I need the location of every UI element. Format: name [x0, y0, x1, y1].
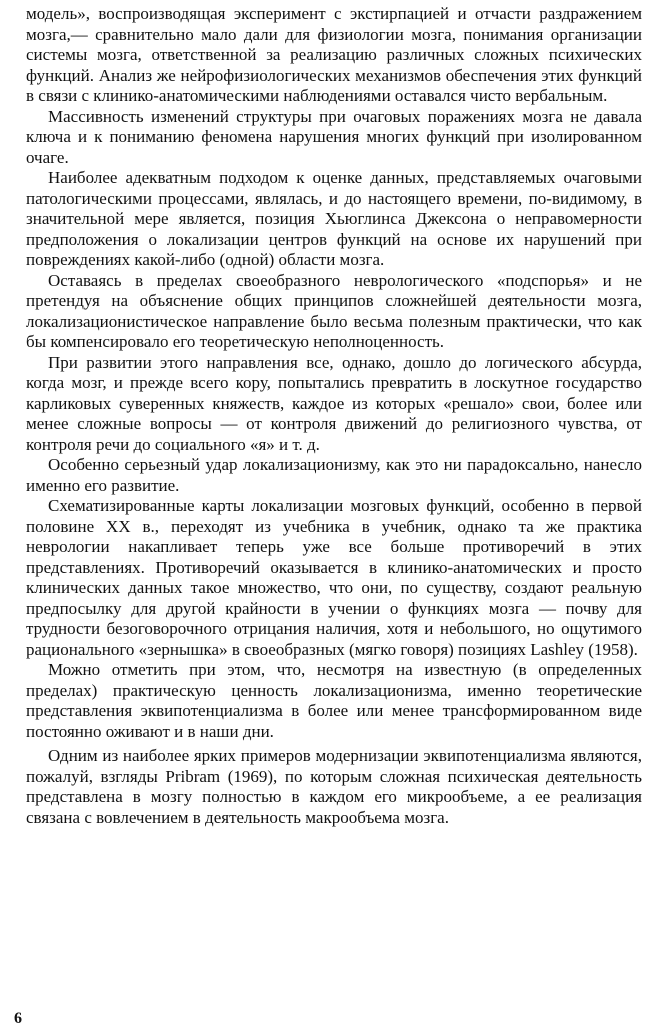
paragraph-8: Можно отметить при этом, что, несмотря на известную (в определенных пределах) практическую ценность локализационизма, именно теоретические представления эквипотенциализма в более или менее трансформированном виде постоянно оживают и в наши дни. [26, 660, 642, 741]
page-body [26, 4, 642, 828]
paragraph-3: Наиболее адекватным подходом к оценке данных, представляемых очаговыми патологическими процессами, являлась, и до настоящего времени, по-видимому, в значительной мере является, позиция Хьюглинса Джексона о неправомерности предположения о локализации центров функций на основе их нарушений при повреждениях какой-либо (одной) области мозга. [26, 168, 642, 269]
paragraph-4: Оставаясь в пределах своеобразного неврологического «подспорья» и не претендуя на объяснение общих принципов сложнейшей деятельности мозга, локализационистическое направление было весьма полезным практически, что как бы компенсировало его теоретическую неполноценность. [26, 270, 642, 351]
paragraph-7: Схематизированные карты локализации мозговых функций, особенно в первой половине XX в., переходят из учебника в учебник, однако та же практика неврологии накапливает теперь уже все больше противоречий в этих представлениях. Противоречий оказывается в клинико-анатомических и просто клинических данных такое множество, что они, по существу, создают реальную предпосылку для другой крайности в учении о функциях мозга — почву для трудности безоговорочного отрицания наличия, хотя и небольшого, но ощутимого рационального «зернышка» в своеобразных (мягко говоря) позициях Lashley (1958). [26, 496, 642, 659]
page-number: 6 [14, 1010, 22, 1027]
paragraph-5: При развитии этого направления все, однако, дошло до логического абсурда, когда мозг, и прежде всего кору, попытались превратить в лоскутное государство карликовых суверенных княжеств, каждое из которых «решало» свои, более или менее сложные вопросы — от контроля движений до религиозного чувства, от контроля речи до социального «я» и т. д. [26, 352, 642, 454]
paragraph-9: Одним из наиболее ярких примеров модернизации эквипотенциализма являются, пожалуй, взгляды Pribram (1969), по которым сложная психическая деятельность представлена в мозгу полностью в каждом его микрообъеме, а ее реализация связана с вовлечением в деятельность макрообъема мозга. [26, 746, 642, 827]
paragraph-6: Особенно серьезный удар локализационизму, как это ни парадоксально, нанесло именно его развитие. [26, 455, 642, 495]
paragraph-2: Массивность изменений структуры при очаговых поражениях мозга не давала ключа и к пониманию феномена нарушения многих функций при изолированном очаге. [26, 106, 642, 167]
paragraph-1: модель», воспроизводящая эксперимент с экстирпацией и отчасти раздражением мозга,— сравнительно мало дали для физиологии мозга, понимания организации системы мозга, ответственной за реализацию различных сложных психических функций. Анализ же нейрофизиологических механизмов обеспечения этих функций в связи с клинико-анатомическими наблюдениями оставался чисто вербальным. [26, 4, 642, 105]
